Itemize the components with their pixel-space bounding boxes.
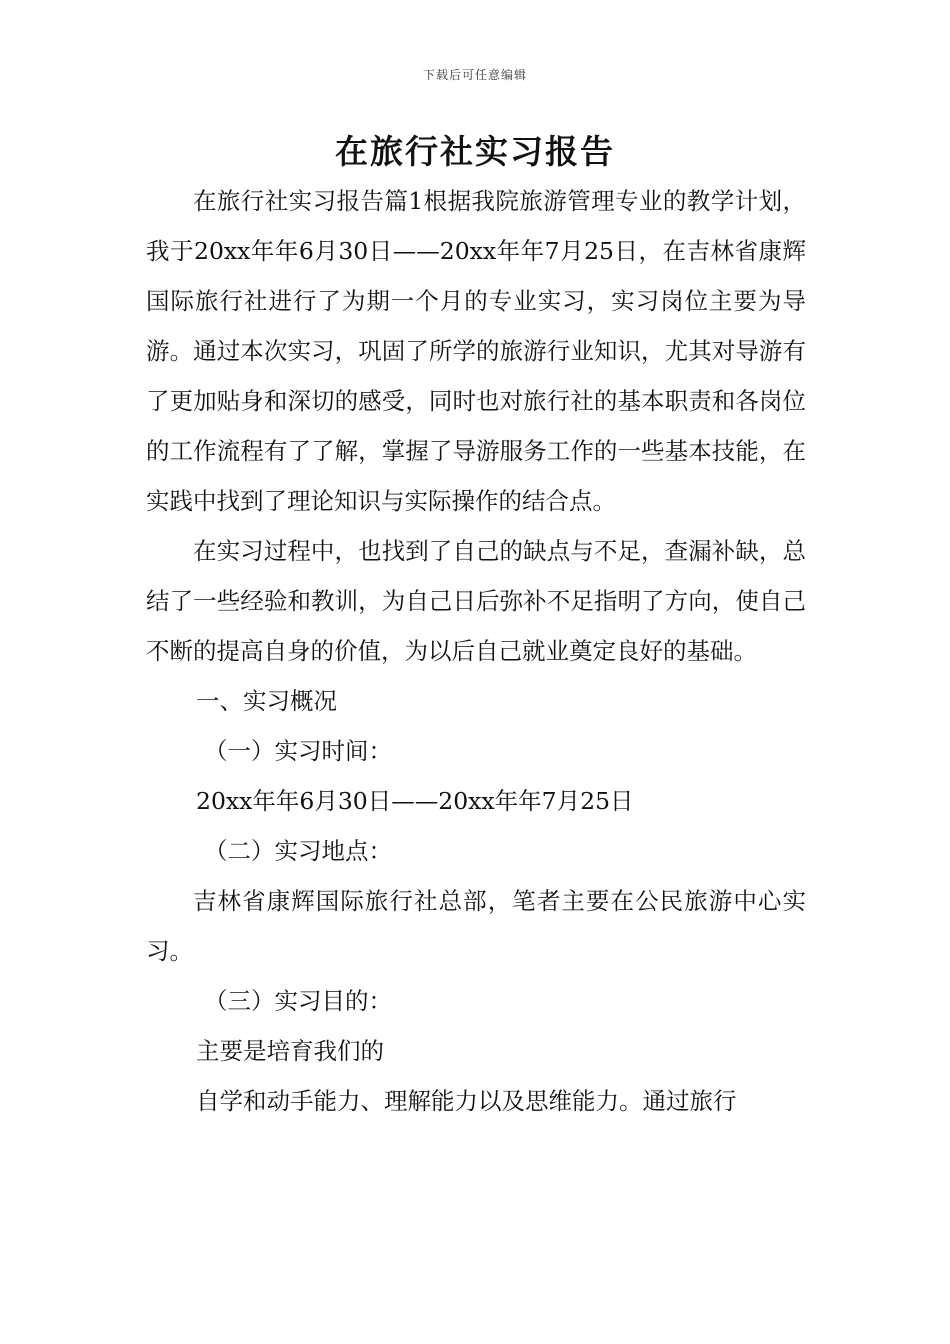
subheading-purpose: （三）实习目的：	[204, 987, 392, 1015]
subheading-time: （一）实习时间：	[204, 737, 392, 765]
document-title: 在旅行社实习报告	[335, 132, 615, 171]
subheading-location: （二）实习地点：	[204, 837, 392, 865]
header-note: 下载后可任意编辑	[422, 68, 527, 82]
paragraph-shortcomings: 在实习过程中，也找到了自己的缺点与不足，查漏补缺，总结了一些经验和教训，为自己日后弥补不足指明了方向，使自己不断的提高自身的价值，为以后自己就业奠定良好的基础。	[146, 537, 806, 665]
paragraph-intro: 在旅行社实习报告篇1根据我院旅游管理专业的教学计划，我于20xx年年6月30日——20xx年年7月25日，在吉林省康辉国际旅行社进行了为期一个月的专业实习，实习岗位主要为导游。通过本次实习，巩固了所学的旅游行业知识，尤其对导游有了更加贴身和深切的感受，同时也对旅行社的基本职责和各岗位的工作流程有了了解，掌握了导游服务工作的一些基本技能，在实践中找到了理论知识与实际操作的结合点。	[146, 187, 806, 515]
text-purpose-1: 主要是培育我们的	[196, 1037, 384, 1065]
text-time: 20xx年年6月30日——20xx年年7月25日	[196, 787, 634, 815]
text-location: 吉林省康辉国际旅行社总部，笔者主要在公民旅游中心实习。	[146, 887, 806, 965]
text-purpose-2: 自学和动手能力、理解能力以及思维能力。通过旅行	[196, 1087, 737, 1115]
section-heading-overview: 一、实习概况	[196, 687, 337, 715]
document-body	[146, 176, 806, 1126]
